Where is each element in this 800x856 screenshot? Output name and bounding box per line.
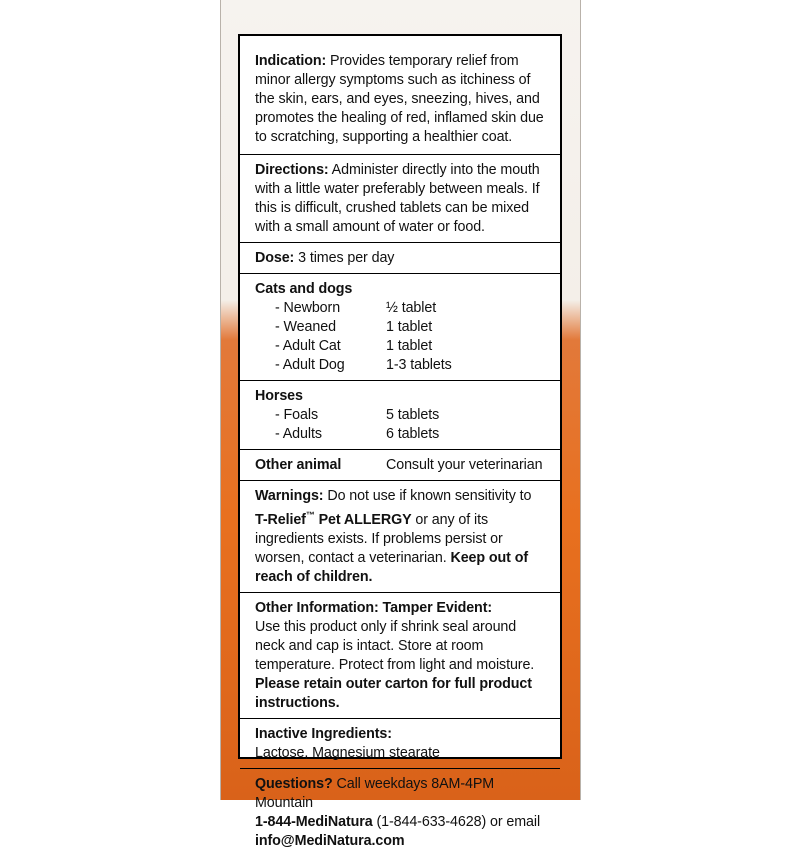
- dose-section: [240, 243, 560, 274]
- dose-paragraph: [255, 249, 547, 268]
- warnings-text-1: Do not use if known sensitivity to: [323, 488, 532, 504]
- inactive-label-line: [255, 725, 547, 744]
- questions-text-1: Call weekdays 8AM-4PM Mountain: [255, 775, 495, 811]
- dose-row-amount: 1 tablet: [386, 338, 433, 354]
- indication-paragraph: [255, 52, 547, 147]
- questions-paragraph: [255, 775, 547, 851]
- warnings-paragraph: [255, 487, 547, 587]
- indication-text: Provides temporary relief from minor allergy symptoms such as itchiness of the skin, ears, and eyes, sneezing, hives, and promotes the healing of red, inflamed skin due to scratching, supporting a healthier coat.: [255, 53, 544, 145]
- inactive-text: Lactose, Magnesium stearate: [255, 744, 440, 761]
- other-animal-row: [255, 456, 547, 475]
- dose-row-name: - Adults: [275, 426, 322, 442]
- dose-row-amount: 1 tablet: [386, 319, 433, 335]
- dose-row-foals: [255, 406, 547, 425]
- indication-label: Indication:: [255, 53, 327, 69]
- other-info-label: Other Information: Tamper Evident:: [255, 599, 493, 616]
- phone-number: 1-844-MediNatura: [255, 813, 373, 830]
- dose-row-newborn: [255, 299, 547, 318]
- other-animal-section: [240, 450, 560, 481]
- dose-row-amount: ½ tablet: [386, 300, 437, 316]
- directions-paragraph: [255, 161, 547, 237]
- dose-label: Dose:: [255, 250, 295, 266]
- horses-heading-text: Horses: [255, 388, 303, 404]
- horses-heading: [255, 387, 547, 406]
- dose-row-name: - Adult Dog: [275, 357, 345, 373]
- dose-row-amount: 6 tablets: [386, 426, 440, 442]
- questions-text-2: (1-844-633-4628) or email: [372, 813, 541, 830]
- other-info-section: [240, 593, 560, 719]
- warnings-product: [255, 512, 412, 528]
- drug-facts-panel: [238, 34, 562, 849]
- dose-row-adult-cat: [255, 337, 547, 356]
- dose-row-name: - Adult Cat: [275, 338, 341, 354]
- cats-dogs-section: [240, 274, 560, 381]
- dose-row-amount: 1-3 tablets: [386, 357, 452, 373]
- questions-label: Questions?: [255, 775, 333, 792]
- other-animal-text: Consult your veterinarian: [386, 457, 543, 473]
- other-info-paragraph: [255, 618, 547, 713]
- dose-row-name: - Newborn: [275, 300, 341, 316]
- dose-row-adult-dog: [255, 356, 547, 375]
- product-name-2: Pet ALLERGY: [314, 511, 412, 528]
- warnings-section: [240, 481, 560, 593]
- dose-row-adults: [255, 425, 547, 444]
- dose-row-name: - Foals: [275, 407, 318, 423]
- directions-label: Directions:: [255, 162, 329, 178]
- warnings-label: Warnings:: [255, 488, 324, 504]
- other-info-label-line: [255, 599, 547, 618]
- warnings-bold-end: Keep out of reach of children.: [255, 549, 529, 585]
- dose-row-weaned: [255, 318, 547, 337]
- inactive-label: Inactive Ingredients:: [255, 725, 392, 742]
- inactive-section: [240, 719, 560, 769]
- dose-row-amount: 5 tablets: [386, 407, 440, 423]
- other-info-bold-end: Please retain outer carton for full product instructions.: [255, 675, 532, 711]
- warnings-text-2: or any of its ingredients exists. If problems persist or worsen, contact a veterinarian.: [255, 511, 503, 566]
- horses-section: [240, 381, 560, 450]
- indication-section: [240, 52, 560, 155]
- cats-dogs-heading: [255, 280, 547, 299]
- other-info-text: Use this product only if shrink seal around neck and cap is intact. Store at room temperature. Protect from light and moisture.: [255, 618, 535, 673]
- directions-text: Administer directly into the mouth with a little water preferably between meals. If this is difficult, crushed tablets can be mixed with a small amount of water or food.: [255, 162, 540, 235]
- questions-section: [240, 769, 560, 856]
- product-name: T-Relief: [255, 511, 306, 528]
- other-animal-label: Other animal: [255, 457, 342, 473]
- dose-row-name: - Weaned: [275, 319, 336, 335]
- directions-section: [240, 155, 560, 243]
- cats-dogs-heading-text: Cats and dogs: [255, 281, 353, 297]
- trademark-symbol: ™: [305, 510, 315, 520]
- dose-text: 3 times per day: [294, 250, 395, 266]
- email-address: info@MediNatura.com: [255, 832, 405, 849]
